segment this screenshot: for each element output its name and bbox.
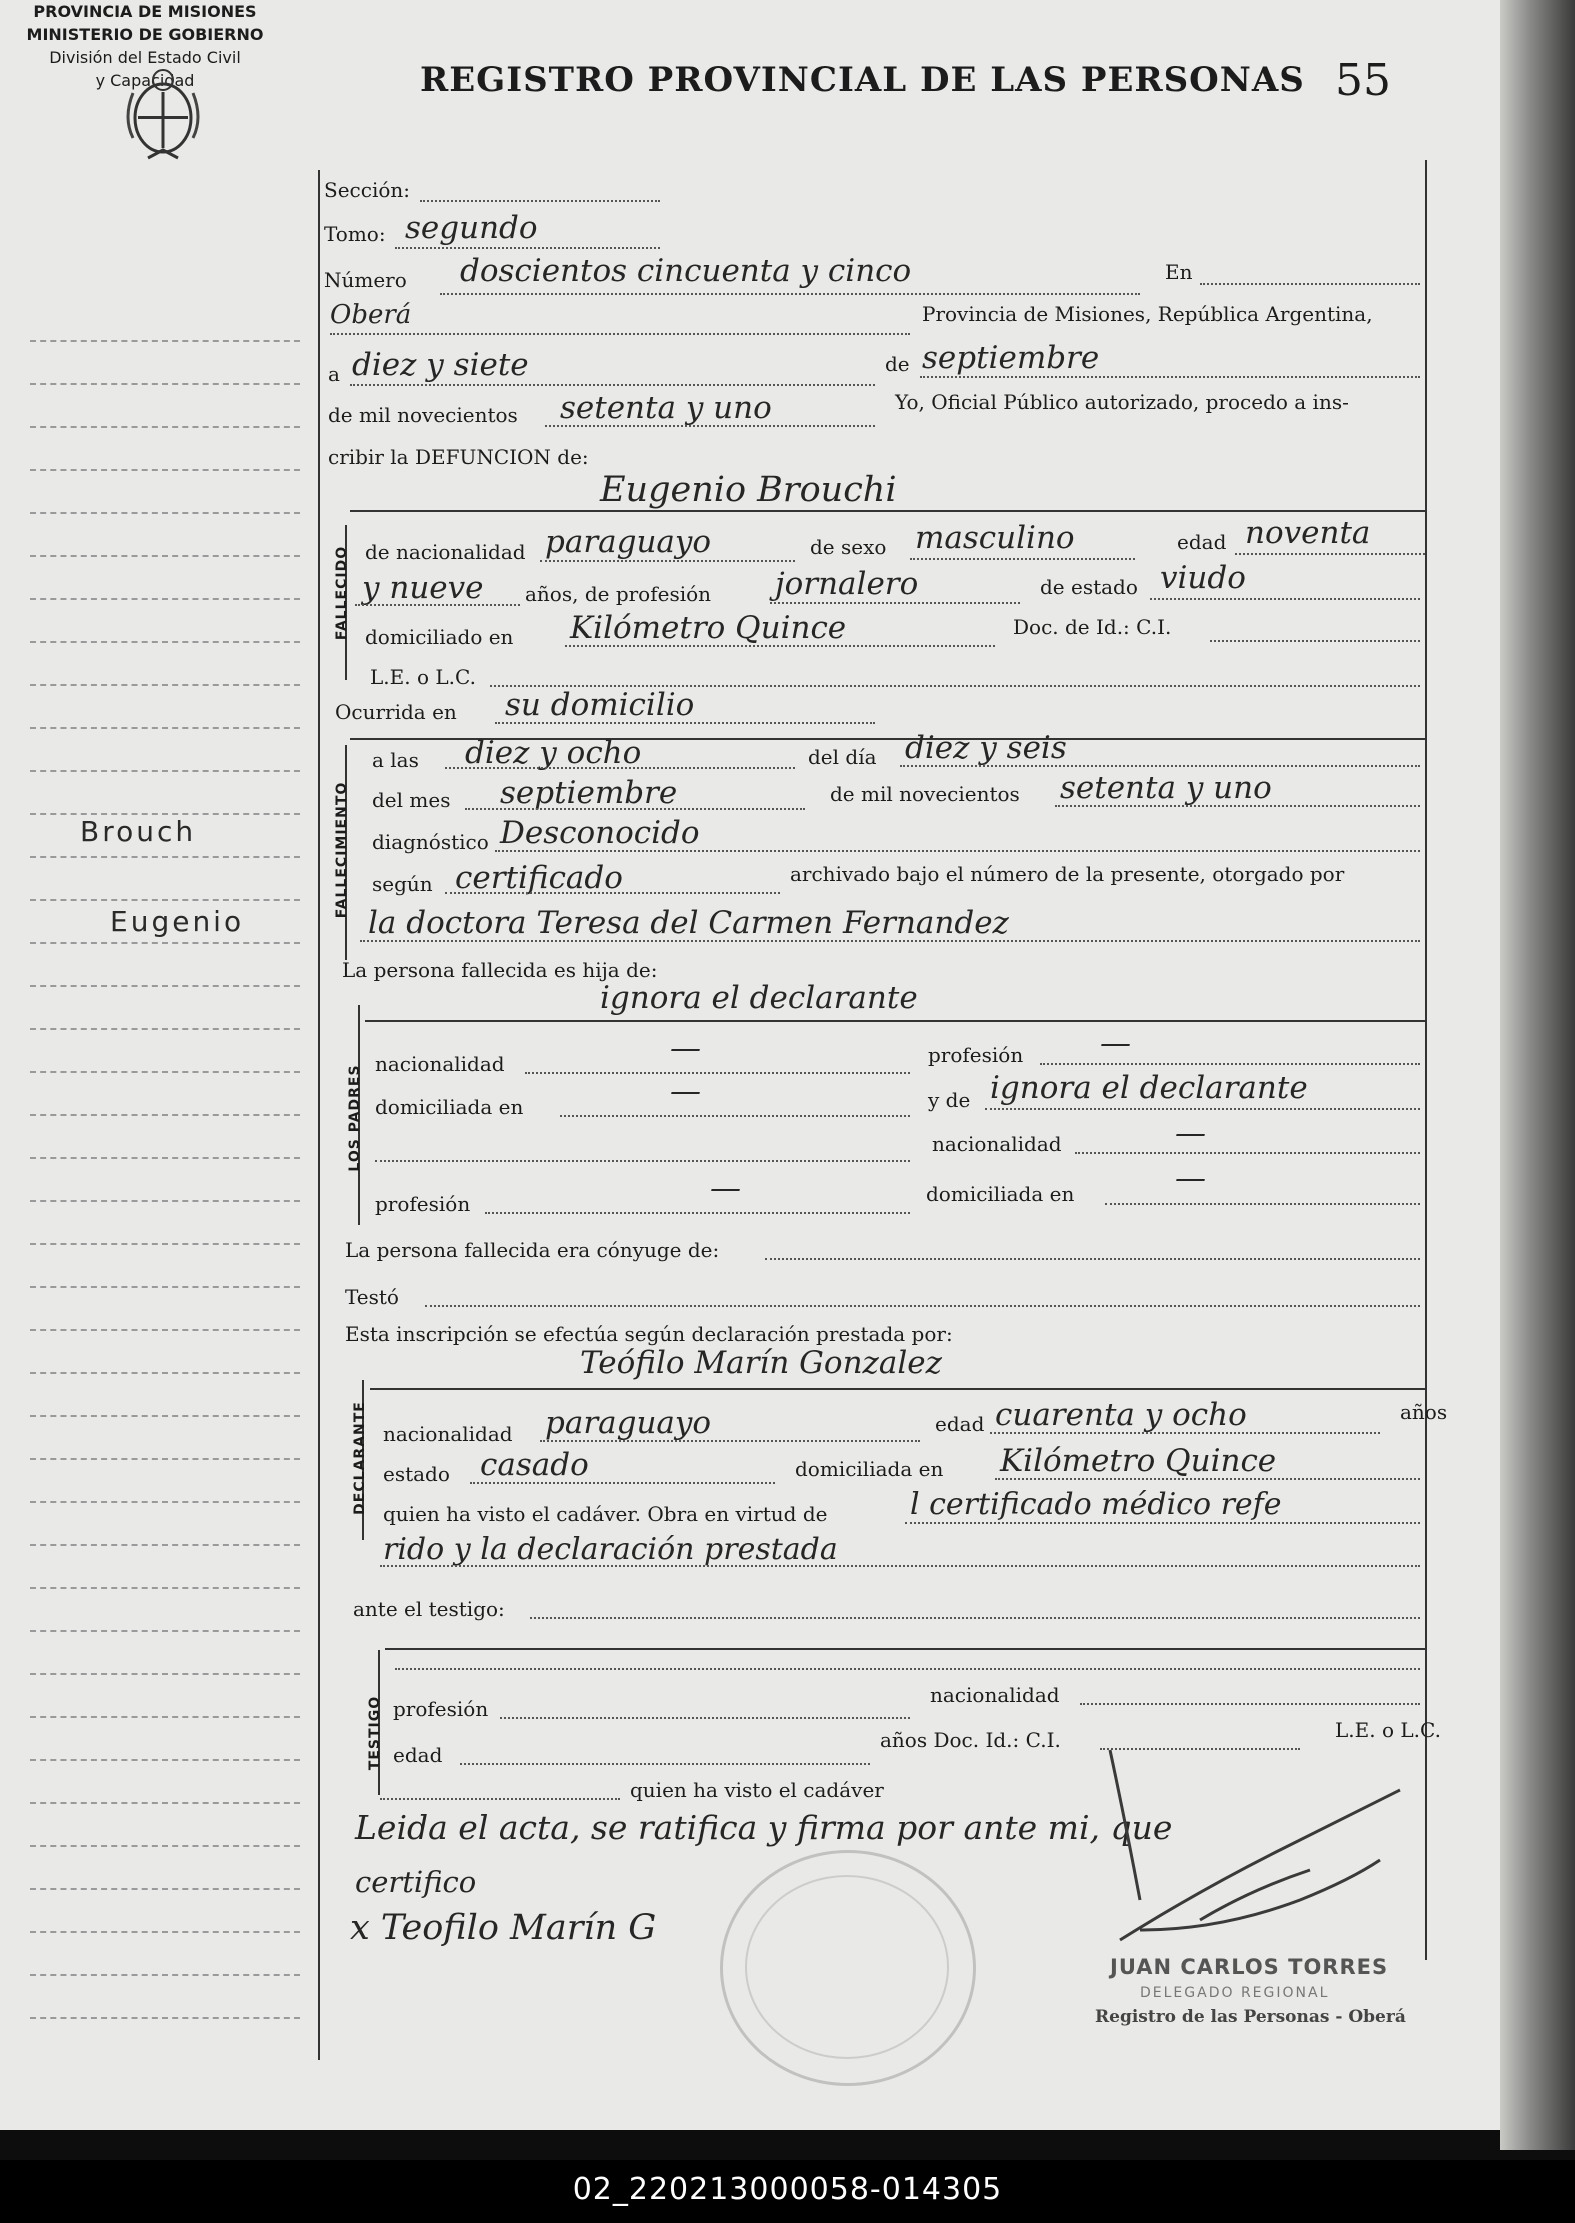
- anio-fall-label: de mil novecientos: [830, 782, 1020, 806]
- mes-fall-value: septiembre: [500, 775, 678, 811]
- de-label: de: [885, 352, 910, 376]
- del-dia-label: del día: [808, 745, 877, 769]
- margin-rule: [30, 1759, 300, 1761]
- testigo-intro-line: [530, 1617, 1420, 1619]
- anios-profesion-label: años, de profesión: [525, 582, 712, 606]
- margin-rule: [30, 1415, 300, 1417]
- declarante-name-line: [370, 1388, 1425, 1390]
- margin-rule: [30, 512, 300, 514]
- margin-rule: [30, 1501, 300, 1503]
- padre-nacionalidad-value: —: [670, 1030, 701, 1066]
- official-signature: [1080, 1740, 1420, 1970]
- madre-profesion-line: [485, 1212, 910, 1214]
- ocurrida-line: [495, 722, 875, 724]
- page-title: REGISTRO PROVINCIAL DE LAS PERSONAS: [420, 60, 1305, 100]
- margin-rule: [30, 1286, 300, 1288]
- margin-rule: [30, 469, 300, 471]
- madre-profesion-label: profesión: [375, 1192, 471, 1216]
- margin-rule: [30, 1200, 300, 1202]
- decl-obra-line-1: [905, 1522, 1420, 1524]
- margin-rule: [30, 1458, 300, 1460]
- testigo-section-label: TESTIGO: [367, 1695, 383, 1771]
- nacionalidad-value: paraguayo: [545, 524, 712, 560]
- en-label: En: [1165, 260, 1193, 284]
- conyuge-line: [765, 1258, 1420, 1260]
- padre-profesion-label: profesión: [928, 1043, 1024, 1067]
- madre-nacionalidad-value: —: [1175, 1115, 1206, 1151]
- padre-domiciliada-label: domiciliada en: [375, 1095, 524, 1119]
- cierre-linea-2: certifico: [355, 1865, 477, 1899]
- diagnostico-line: [495, 850, 1420, 852]
- anio-value: setenta y uno: [560, 390, 772, 426]
- decl-nacionalidad-value: paraguayo: [545, 1405, 712, 1441]
- otorgado-value: la doctora Teresa del Carmen Fernandez: [368, 905, 1009, 941]
- madre-value: ignora el declarante: [990, 1070, 1308, 1106]
- margin-rule: [30, 942, 300, 944]
- margin-rule: [30, 1243, 300, 1245]
- decl-domiciliada-label: domiciliada en: [795, 1457, 944, 1481]
- padre-profesion-value: —: [1100, 1025, 1131, 1061]
- le-lc-label: L.E. o L.C.: [370, 665, 476, 689]
- margin-rule: [30, 856, 300, 858]
- doc-label: Doc. de Id.: C.I.: [1013, 615, 1172, 639]
- y-de-label: y de: [928, 1088, 971, 1112]
- testo-label: Testó: [345, 1285, 399, 1309]
- inscribir-label: cribir la DEFUNCION de:: [328, 445, 589, 469]
- decl-domicilio-value: Kilómetro Quince: [1000, 1443, 1277, 1479]
- dia-fall-value: diez y seis: [905, 730, 1067, 766]
- margin-rule: [30, 1372, 300, 1374]
- margin-rule: [30, 1673, 300, 1675]
- testigo-edad-line: [460, 1763, 870, 1765]
- padre-domicilio-value: —: [670, 1073, 701, 1109]
- tomo-line: [395, 247, 660, 249]
- argentine-coat-of-arms-icon: [118, 58, 208, 178]
- hora-value: diez y ocho: [465, 735, 642, 771]
- decl-domicilio-line: [995, 1478, 1420, 1480]
- margin-surname: Brouch: [80, 815, 197, 848]
- mes-value: septiembre: [922, 340, 1100, 376]
- testigo-anios-label: años Doc. Id.: C.I.: [880, 1728, 1061, 1752]
- ministry-line-4: y Capacidad: [95, 71, 195, 90]
- anio-label: de mil novecientos: [328, 403, 518, 427]
- sexo-line: [910, 558, 1135, 560]
- provincia-label: Provincia de Misiones, República Argentina,: [922, 302, 1373, 326]
- domicilio-line: [565, 645, 995, 647]
- localidad-value: Oberá: [330, 300, 412, 330]
- ocurrida-value: su domicilio: [505, 687, 695, 723]
- estado-value: viudo: [1160, 560, 1246, 596]
- numero-value: doscientos cincuenta y cinco: [460, 253, 912, 289]
- padres-intro: La persona fallecida es hija de:: [342, 958, 658, 982]
- margin-rule: [30, 1587, 300, 1589]
- seal-office: Registro de las Personas - Oberá: [1095, 2007, 1406, 2027]
- testigo-top-line: [385, 1648, 1425, 1650]
- right-border: [1425, 160, 1427, 1960]
- dia-line: [350, 384, 875, 386]
- otorgado-line: [360, 940, 1420, 942]
- mes-fall-line: [465, 808, 805, 810]
- padre-nacionalidad-line: [525, 1072, 910, 1074]
- margin-rule: [30, 1845, 300, 1847]
- padre-profesion-line: [1040, 1063, 1420, 1065]
- margin-rule: [30, 985, 300, 987]
- a-label: a: [328, 362, 340, 386]
- conyuge-label: La persona fallecida era cónyuge de:: [345, 1238, 720, 1262]
- margin-rule: [30, 727, 300, 729]
- margin-rule: [30, 1888, 300, 1890]
- cierre-linea-1: Leida el acta, se ratifica y firma por ante mi, que: [355, 1808, 1173, 1847]
- edad-value-1: noventa: [1245, 515, 1371, 551]
- margin-rule: [30, 1071, 300, 1073]
- madre-domicilio-line: [1105, 1203, 1420, 1205]
- estado-label: de estado: [1040, 575, 1138, 599]
- decl-obra-1: l certificado médico refe: [910, 1487, 1282, 1522]
- del-mes-label: del mes: [372, 788, 451, 812]
- testigo-intro: ante el testigo:: [353, 1597, 505, 1621]
- margin-rule: [30, 1157, 300, 1159]
- margin-rule: [30, 1329, 300, 1331]
- margin-rule: [30, 641, 300, 643]
- madre-nacionalidad-label: nacionalidad: [932, 1132, 1062, 1156]
- anio-fall-value: setenta y uno: [1060, 770, 1272, 806]
- padres-section-label: LOS PADRES: [347, 1064, 363, 1172]
- testigo-quien-line: [380, 1798, 620, 1800]
- margin-rule: [30, 2017, 300, 2019]
- testigo-quien-label: quien ha visto el cadáver: [630, 1778, 884, 1802]
- fallecimiento-section-label: FALLECIMIENTO: [334, 781, 350, 919]
- edad-value-2: y nueve: [362, 570, 484, 606]
- tomo-value: segundo: [405, 210, 538, 246]
- localidad-line: [330, 333, 910, 335]
- madre-profesion-value: —: [710, 1170, 741, 1206]
- domicilio-value: Kilómetro Quince: [570, 610, 847, 646]
- decl-anios-label: años: [1400, 1400, 1448, 1424]
- seal-role: DELEGADO REGIONAL: [1140, 1985, 1330, 2001]
- decl-nacionalidad-label: nacionalidad: [383, 1422, 513, 1446]
- tomo-label: Tomo:: [324, 222, 386, 246]
- padre-value: ignora el declarante: [600, 980, 918, 1016]
- decl-quien-label: quien ha visto el cadáver. Obra en virtud de: [383, 1502, 828, 1526]
- edad-line: [1235, 553, 1425, 555]
- diagnostico-label: diagnóstico: [372, 830, 489, 854]
- decl-estado-value: casado: [480, 1447, 589, 1483]
- segun-line: [445, 892, 780, 894]
- testigo-profesion-label: profesión: [393, 1697, 489, 1721]
- domiciliado-label: domiciliado en: [365, 625, 514, 649]
- nacionalidad-line: [540, 560, 795, 562]
- decl-nacionalidad-line: [540, 1440, 920, 1442]
- ocurrida-label: Ocurrida en: [335, 700, 457, 724]
- decl-edad-line: [990, 1432, 1380, 1434]
- numero-label: Número: [324, 268, 407, 292]
- margin-rule: [30, 770, 300, 772]
- decl-edad-value: cuarenta y ocho: [995, 1397, 1247, 1433]
- margin-rule: [30, 1931, 300, 1933]
- decl-obra-2: rido y la declaración prestada: [383, 1532, 838, 1567]
- margin-rule: [30, 598, 300, 600]
- margin-rule: [30, 1114, 300, 1116]
- testigo-edad-label: edad: [393, 1743, 443, 1767]
- padres-top-line: [365, 1020, 1425, 1022]
- margin-rule: [30, 426, 300, 428]
- padre-domicilio-line: [560, 1115, 910, 1117]
- margin-rule: [30, 1028, 300, 1030]
- padre-nacionalidad-label: nacionalidad: [375, 1052, 505, 1076]
- ministry-line-2: MINISTERIO DE GOBIERNO: [26, 25, 264, 44]
- margin-rule: [30, 1974, 300, 1976]
- fallecido-section-label: FALLECIDO: [334, 545, 350, 641]
- testigo-nacionalidad-label: nacionalidad: [930, 1683, 1060, 1707]
- madre-nacionalidad-line: [1075, 1152, 1420, 1154]
- mes-line: [920, 376, 1420, 378]
- padres-blank-line: [375, 1160, 910, 1162]
- sexo-value: masculino: [915, 520, 1075, 556]
- margin-rule: [30, 1544, 300, 1546]
- ministry-line-3: División del Estado Civil: [49, 48, 241, 67]
- margin-rule: [30, 555, 300, 557]
- seccion-line: [420, 200, 660, 202]
- margin-rule: [30, 899, 300, 901]
- segun-value: certificado: [455, 860, 623, 896]
- anio-line: [545, 425, 875, 427]
- decl-edad-label: edad: [935, 1412, 985, 1436]
- ministry-line-1: PROVINCIA DE MISIONES: [33, 2, 257, 21]
- decl-estado-label: estado: [383, 1462, 450, 1486]
- dia-value: diez y siete: [352, 347, 529, 383]
- margin-rule: [30, 684, 300, 686]
- diagnostico-value: Desconocido: [500, 815, 700, 851]
- testigo-profesion-line: [500, 1717, 910, 1719]
- madre-line: [985, 1108, 1420, 1110]
- margin-divider: [318, 170, 320, 2060]
- doc-line: [1210, 640, 1420, 642]
- testo-line: [425, 1305, 1420, 1307]
- page-number: 55: [1335, 55, 1391, 106]
- decl-estado-line: [470, 1482, 775, 1484]
- numero-line: [440, 293, 1140, 295]
- declarante-section-label: DECLARANTE: [352, 1401, 368, 1515]
- sexo-label: de sexo: [810, 535, 887, 559]
- fallecido-nombre: Eugenio Brouchi: [600, 470, 897, 510]
- declarante-intro: Esta inscripción se efectúa según declaración prestada por:: [345, 1322, 953, 1346]
- a-las-label: a las: [372, 748, 419, 772]
- margin-rule: [30, 1716, 300, 1718]
- book-edge: [1500, 0, 1575, 2150]
- dia-fall-line: [900, 765, 1420, 767]
- edad-line-2: [355, 604, 520, 606]
- seccion-label: Sección:: [324, 178, 410, 202]
- nacionalidad-label: de nacionalidad: [365, 540, 526, 564]
- margin-rule: [30, 1630, 300, 1632]
- segun-label: según: [372, 872, 433, 896]
- testigo-le-lc-label: L.E. o L.C.: [1335, 1718, 1441, 1742]
- margin-rule: [30, 1802, 300, 1804]
- fallecido-name-line: [350, 510, 1425, 512]
- estado-line: [1150, 598, 1420, 600]
- oficial-label: Yo, Oficial Público autorizado, procedo a ins-: [895, 390, 1349, 414]
- image-caption: 02_220213000058-014305: [0, 2160, 1575, 2223]
- decl-obra-line-2: [380, 1565, 1420, 1567]
- archivado-label: archivado bajo el número de la presente, otorgado por: [790, 862, 1345, 886]
- hora-line: [445, 767, 795, 769]
- seal-name: JUAN CARLOS TORRES: [1110, 1955, 1389, 1979]
- margin-rule: [30, 383, 300, 385]
- profesion-line: [770, 602, 1020, 604]
- declarante-nombre: Teófilo Marín Gonzalez: [580, 1345, 942, 1381]
- official-stamp-inner: [745, 1875, 949, 2059]
- en-line: [1200, 283, 1420, 285]
- madre-domicilio-value: —: [1175, 1160, 1206, 1196]
- declarante-firma: x Teofilo Marín G: [350, 1908, 657, 1948]
- testigo-nacionalidad-line: [1080, 1703, 1420, 1705]
- testigo-name-line: [395, 1668, 1420, 1670]
- profesion-value: jornalero: [775, 566, 919, 602]
- margin-rule: [30, 340, 300, 342]
- madre-domiciliada-label: domiciliada en: [926, 1182, 1075, 1206]
- anio-fall-line: [1055, 805, 1420, 807]
- margin-given-name: Eugenio: [110, 905, 245, 938]
- edad-label: edad: [1177, 530, 1227, 554]
